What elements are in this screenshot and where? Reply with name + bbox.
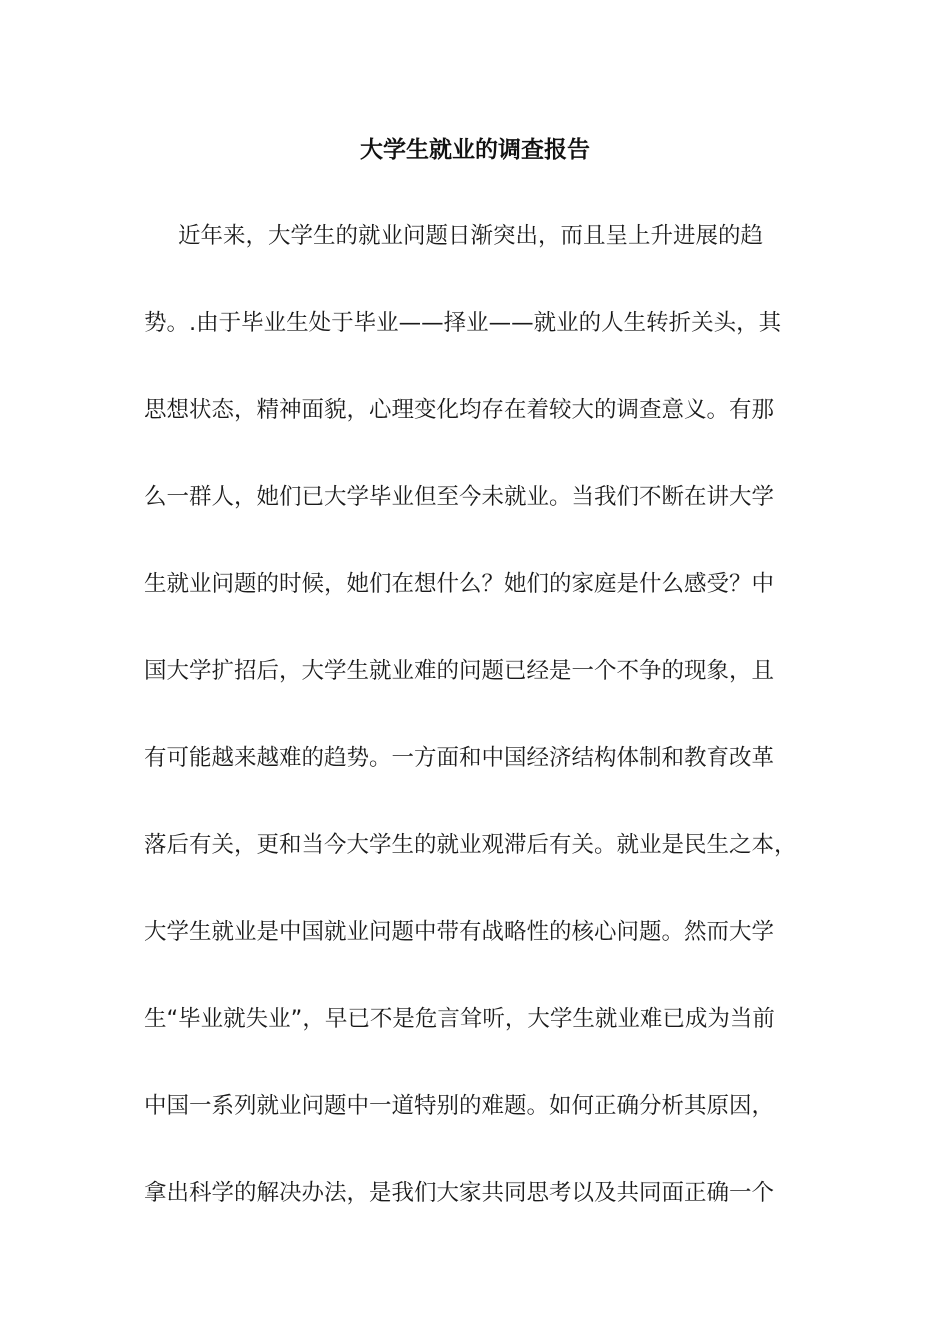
document-title: 大学生就业的调查报告 bbox=[360, 137, 590, 163]
paragraph-line: 大学生就业是中国就业问题中带有战略性的核心问题。然而大学 bbox=[144, 919, 775, 945]
paragraph-line: 势。.由于毕业生处于毕业——择业——就业的人生转折关头，其 bbox=[144, 310, 782, 336]
paragraph-line: 拿出科学的解决办法，是我们大家共同思考以及共同面正确一个 bbox=[144, 1180, 775, 1206]
paragraph-line: 有可能越来越难的趋势。一方面和中国经济结构体制和教育改革 bbox=[144, 745, 775, 771]
paragraph-line: 近年来，大学生的就业问题日渐突出，而且呈上升进展的趋 bbox=[178, 223, 764, 249]
paragraph-line: 生就业问题的时候，她们在想什么？她们的家庭是什么感受？中 bbox=[144, 571, 775, 597]
paragraph-line: 思想状态，精神面貌，心理变化均存在着较大的调查意义。有那 bbox=[144, 397, 775, 423]
paragraph-line: 中国一系列就业问题中一道特别的难题。如何正确分析其原因， bbox=[144, 1093, 775, 1119]
paragraph-line: 国大学扩招后，大学生就业难的问题已经是一个不争的现象，且 bbox=[144, 658, 775, 684]
paragraph-line: 么一群人，她们已大学毕业但至今未就业。当我们不断在讲大学 bbox=[144, 484, 775, 510]
paragraph-line: 生“毕业就失业”，早已不是危言耸听，大学生就业难已成为当前 bbox=[144, 1006, 775, 1032]
paragraph-line: 落后有关，更和当今大学生的就业观滞后有关。就业是民生之本， bbox=[144, 832, 797, 858]
